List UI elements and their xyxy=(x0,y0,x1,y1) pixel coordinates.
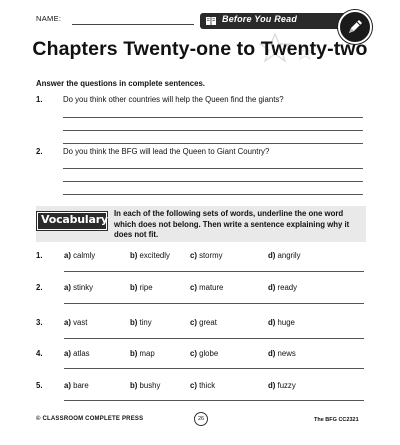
question-number: 2. xyxy=(36,147,43,156)
instructions: Answer the questions in complete sentences. xyxy=(36,79,205,88)
vocab-option[interactable]: d) fuzzy xyxy=(268,381,296,390)
vocab-option[interactable]: d) huge xyxy=(268,318,295,327)
vocab-option[interactable]: a) atlas xyxy=(64,349,90,358)
vocab-row-number: 2. xyxy=(36,283,43,292)
vocab-option[interactable]: a) stinky xyxy=(64,283,94,292)
answer-line[interactable] xyxy=(64,303,364,304)
vocab-option[interactable]: a) bare xyxy=(64,381,89,390)
vocab-option[interactable]: d) angrily xyxy=(268,251,301,260)
name-label: NAME: xyxy=(36,14,62,23)
question-text: Do you think other countries will help the Queen find the giants? xyxy=(63,95,284,104)
answer-line[interactable] xyxy=(63,117,363,118)
vocab-option[interactable]: b) bushy xyxy=(130,381,161,390)
vocab-option[interactable]: c) mature xyxy=(190,283,224,292)
answer-line[interactable] xyxy=(63,143,363,144)
vocabulary-instructions: In each of the following sets of words, underline the one word which does not belong. Then write a sentence explaining why it does not fit. xyxy=(114,209,350,239)
answer-line[interactable] xyxy=(63,181,363,182)
name-write-line[interactable] xyxy=(72,24,194,25)
answer-line[interactable] xyxy=(63,194,363,195)
page-number: 26 xyxy=(194,412,208,426)
answer-line[interactable] xyxy=(64,400,364,401)
vocab-option[interactable]: c) stormy xyxy=(190,251,223,260)
answer-line[interactable] xyxy=(64,271,364,272)
vocab-row-number: 3. xyxy=(36,318,43,327)
vocab-option[interactable]: a) vast xyxy=(64,318,88,327)
vocab-row-number: 5. xyxy=(36,381,43,390)
vocab-option[interactable]: c) great xyxy=(190,318,217,327)
vocab-option[interactable]: d) ready xyxy=(268,283,298,292)
vocab-option[interactable]: b) map xyxy=(130,349,155,358)
vocab-row-number: 1. xyxy=(36,251,43,260)
vocab-option[interactable]: c) thick xyxy=(190,381,216,390)
product-code: The BFG CC2321 xyxy=(314,417,359,423)
vocab-option[interactable]: b) excitedly xyxy=(130,251,170,260)
vocab-option[interactable]: b) tiny xyxy=(130,318,152,327)
vocab-option[interactable]: b) ripe xyxy=(130,283,153,292)
book-icon xyxy=(205,15,217,27)
vocab-row-number: 4. xyxy=(36,349,43,358)
vocab-option[interactable]: d) news xyxy=(268,349,296,358)
vocab-option[interactable]: a) calmly xyxy=(64,251,96,260)
page-title: Chapters Twenty-one to Twenty-two xyxy=(32,38,368,60)
pencil-icon xyxy=(345,17,365,37)
answer-line[interactable] xyxy=(63,168,363,169)
vocab-option[interactable]: c) globe xyxy=(190,349,219,358)
question-text: Do you think the BFG will lead the Queen to Giant Country? xyxy=(63,147,270,156)
answer-line[interactable] xyxy=(64,338,364,339)
vocabulary-tab-label: Vocabulary xyxy=(41,213,108,226)
question-number: 1. xyxy=(36,95,43,104)
answer-line[interactable] xyxy=(63,130,363,131)
banner-title: Before You Read xyxy=(222,14,298,24)
answer-line[interactable] xyxy=(64,368,364,369)
publisher-logo: © CLASSROOM COMPLETE PRESS xyxy=(36,416,144,422)
